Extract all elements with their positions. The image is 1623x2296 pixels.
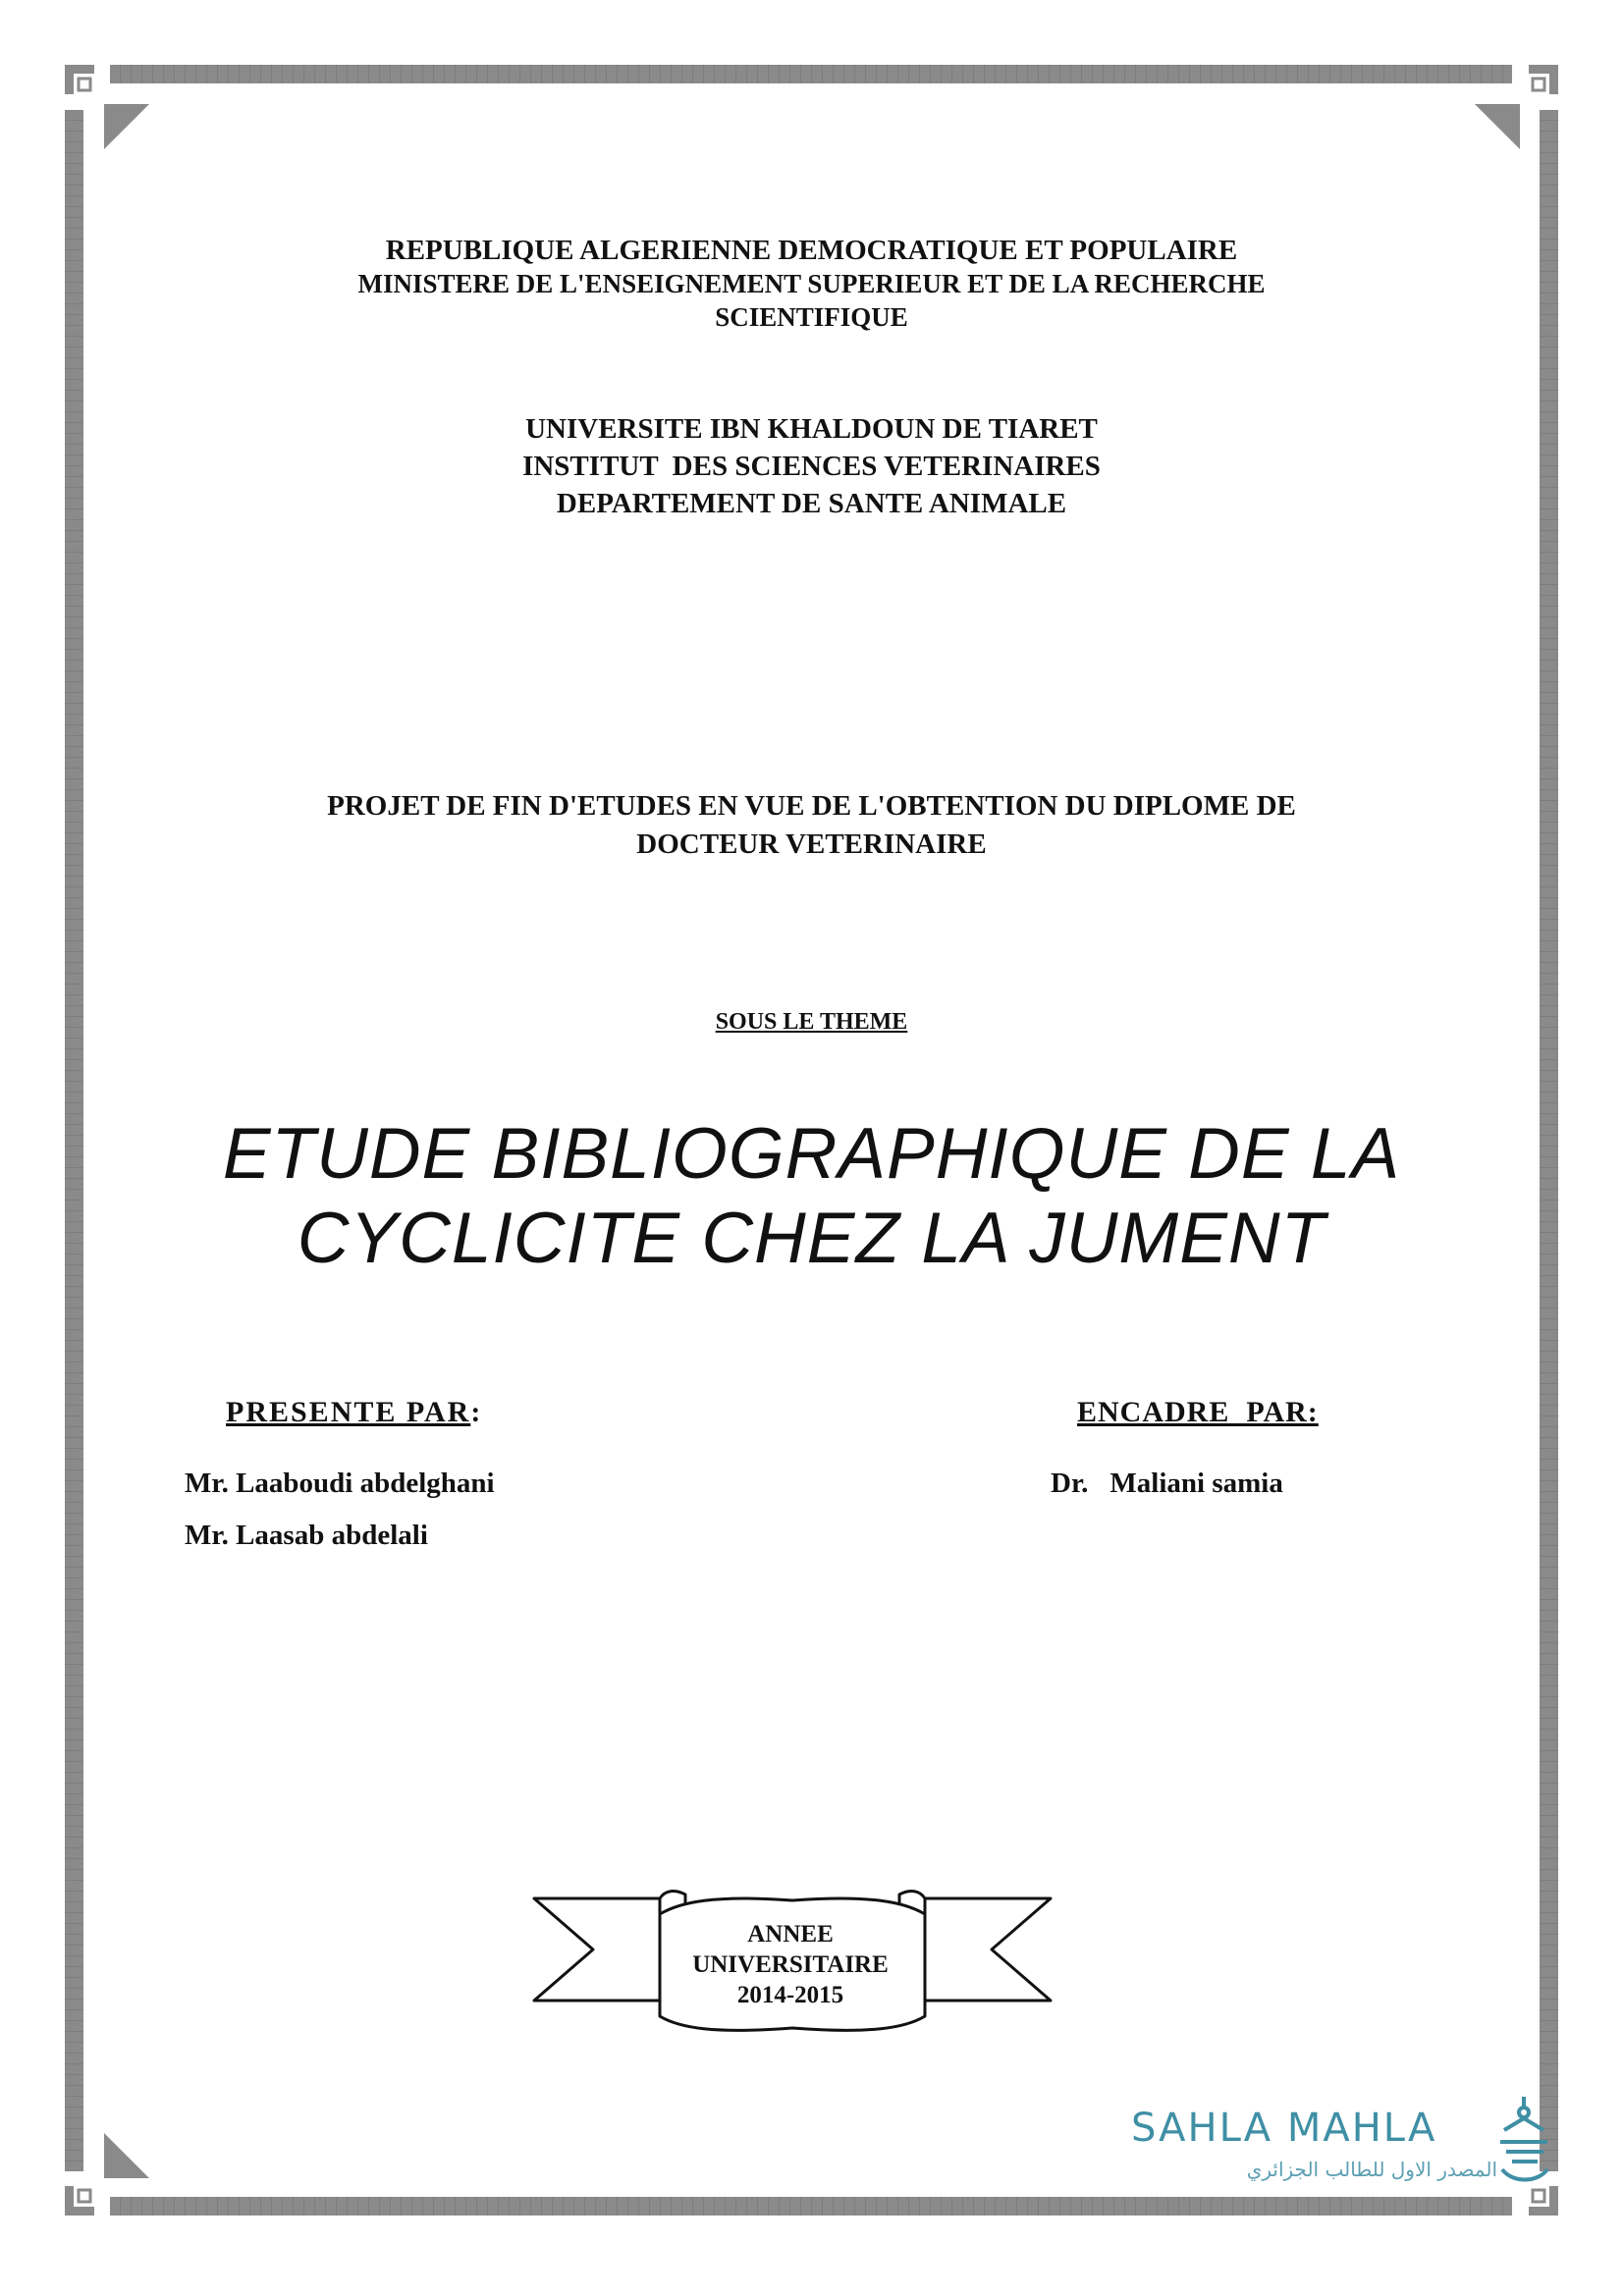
watermark-brand: SAHLA MAHLA bbox=[1131, 2106, 1437, 2151]
supervisor-name bbox=[1051, 1468, 1283, 1500]
supervisor-title: Dr. bbox=[1051, 1468, 1089, 1499]
ministry-header bbox=[0, 234, 1623, 334]
frame-triangle-ornament-icon bbox=[104, 2133, 149, 2178]
presented-by-text: PRESENTE PAR bbox=[226, 1396, 471, 1428]
presented-by-label bbox=[226, 1396, 482, 1429]
project-description bbox=[0, 787, 1623, 864]
thesis-title bbox=[0, 1112, 1623, 1281]
author-name: Mr. Laaboudi abdelghani bbox=[185, 1468, 495, 1499]
department-name: DEPARTEMENT DE SANTE ANIMALE bbox=[556, 488, 1067, 519]
thesis-title-line-1: ETUDE BIBLIOGRAPHIQUE DE LA bbox=[222, 1114, 1401, 1194]
frame-triangle-ornament-icon bbox=[104, 104, 149, 149]
republic-line: REPUBLIQUE ALGERIENNE DEMOCRATIQUE ET POPULAIRE bbox=[385, 235, 1238, 266]
project-line-1: PROJET DE FIN D'ETUDES EN VUE DE L'OBTENTION DU DIPLOME DE bbox=[327, 790, 1296, 822]
presented-by-colon: : bbox=[470, 1396, 483, 1428]
frame-bottom-border bbox=[110, 2197, 1512, 2216]
institution-header bbox=[0, 410, 1623, 522]
academic-year-value: 2014-2015 bbox=[736, 1982, 844, 2008]
academic-year-label-2: UNIVERSITAIRE bbox=[692, 1951, 889, 1978]
sahla-mahla-logo-icon bbox=[1490, 2091, 1559, 2189]
frame-triangle-ornament-icon bbox=[1475, 104, 1520, 149]
watermark-tagline: المصدر الاول للطالب الجزائري bbox=[1246, 2158, 1497, 2181]
university-name: UNIVERSITE IBN KHALDOUN DE TIARET bbox=[525, 413, 1098, 445]
supervised-by-label: ENCADRE PAR: bbox=[1077, 1396, 1319, 1428]
academic-year-label-1: ANNEE bbox=[747, 1921, 834, 1948]
institute-name: INSTITUT DES SCIENCES VETERINAIRES bbox=[522, 451, 1101, 482]
academic-year bbox=[668, 1919, 913, 2010]
theme-label: SOUS LE THEME bbox=[715, 1009, 908, 1035]
ministry-line-continued: SCIENTIFIQUE bbox=[715, 302, 908, 332]
ministry-line: MINISTERE DE L'ENSEIGNEMENT SUPERIEUR ET DE LA RECHERCHE bbox=[357, 269, 1266, 298]
project-line-2: DOCTEUR VETERINAIRE bbox=[636, 828, 987, 860]
supervisor-full-name: Maliani samia bbox=[1109, 1468, 1283, 1499]
frame-top-border bbox=[110, 65, 1512, 83]
thesis-title-line-2: CYCLICITE CHEZ LA JUMENT bbox=[297, 1199, 1326, 1278]
author-name: Mr. Laasab abdelali bbox=[185, 1520, 428, 1551]
